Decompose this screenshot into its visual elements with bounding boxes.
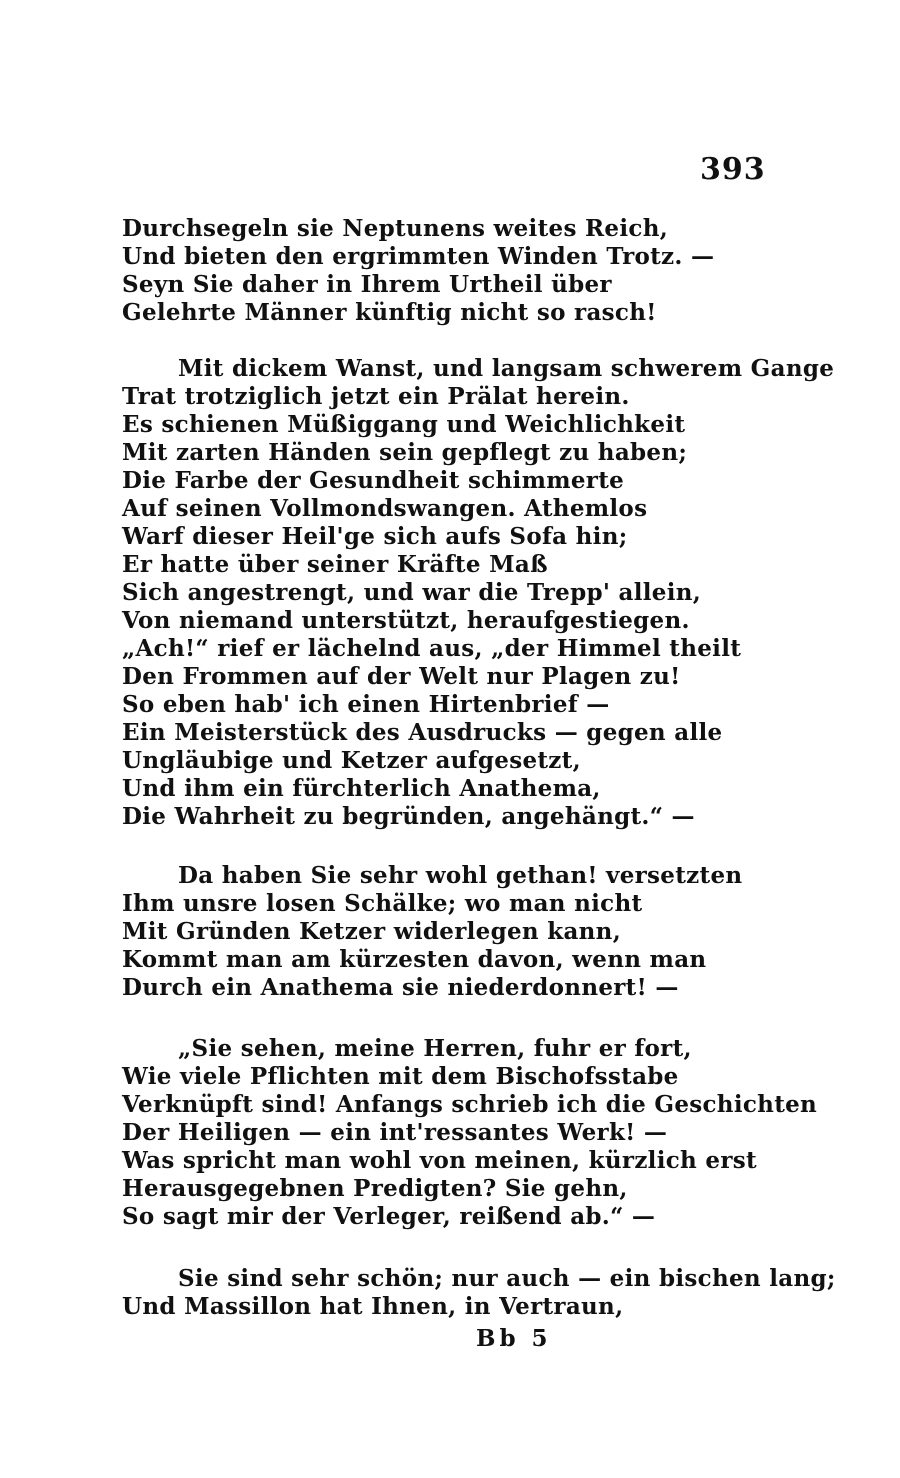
text-line: So sagt mir der Verleger, reißend ab.“ — (122, 1203, 656, 1230)
text-line: Die Wahrheit zu begründen, angehängt.“ — (122, 803, 695, 830)
text-line: Der Heiligen — ein int'ressantes Werk! — (122, 1119, 668, 1146)
text-line: Trat trotziglich jetzt ein Prälat herein. (122, 383, 630, 410)
text-line: Die Farbe der Gesundheit schimmerte (122, 467, 625, 494)
signature-mark: Bb 5 (476, 1325, 552, 1352)
text-line: Seyn Sie daher in Ihrem Urtheil über (122, 271, 612, 298)
text-line: Kommt man am kürzesten davon, wenn man (122, 946, 707, 973)
text-line: Mit zarten Händen sein gepflegt zu haben; (122, 439, 688, 466)
text-line: Ihm unsre losen Schälke; wo man nicht (122, 890, 643, 917)
text-line: Und bieten den ergrimmten Winden Trotz. — (122, 243, 715, 270)
text-line: Mit dickem Wanst, und langsam schwerem Gange (178, 355, 835, 382)
text-line: Er hatte über seiner Kräfte Maß (122, 551, 548, 578)
text-line: Warf dieser Heil'ge sich aufs Sofa hin; (122, 523, 628, 550)
text-line: Ein Meisterstück des Ausdrucks — gegen alle (122, 719, 723, 746)
text-line: Gelehrte Männer künftig nicht so rasch! (122, 299, 657, 326)
text-line: Es schienen Müßiggang und Weichlichkeit (122, 411, 686, 438)
text-line: Durchsegeln sie Neptunens weites Reich, (122, 215, 669, 242)
text-line: „Ach!“ rief er lächelnd aus, „der Himmel theilt (122, 635, 742, 662)
text-line: Und Massillon hat Ihnen, in Vertraun, (122, 1293, 624, 1320)
text-line: „Sie sehen, meine Herren, fuhr er fort, (178, 1035, 692, 1062)
text-line: Und ihm ein fürchterlich Anathema, (122, 775, 601, 802)
text-line: Da haben Sie sehr wohl gethan! versetzten (178, 862, 743, 889)
text-line: Sich angestrengt, und war die Trepp' allein, (122, 579, 702, 606)
text-line: So eben hab' ich einen Hirtenbrief — (122, 691, 610, 718)
text-line: Mit Gründen Ketzer widerlegen kann, (122, 918, 622, 945)
text-line: Durch ein Anathema sie niederdonnert! — (122, 974, 679, 1001)
text-line: Auf seinen Vollmondswangen. Athemlos (122, 495, 648, 522)
text-line: Herausgegebnen Predigten? Sie gehn, (122, 1175, 628, 1202)
text-line: Verknüpft sind! Anfangs schrieb ich die Geschichten (122, 1091, 818, 1118)
text-line: Ungläubige und Ketzer aufgesetzt, (122, 747, 581, 774)
text-line: Den Frommen auf der Welt nur Plagen zu! (122, 663, 681, 690)
text-line: Wie viele Pflichten mit dem Bischofsstabe (122, 1063, 679, 1090)
text-line: Sie sind sehr schön; nur auch — ein bischen lang; (178, 1265, 836, 1292)
page-number: 393 (700, 152, 766, 187)
text-line: Was spricht man wohl von meinen, kürzlich erst (122, 1147, 757, 1174)
text-line: Von niemand unterstützt, heraufgestiegen. (122, 607, 690, 634)
